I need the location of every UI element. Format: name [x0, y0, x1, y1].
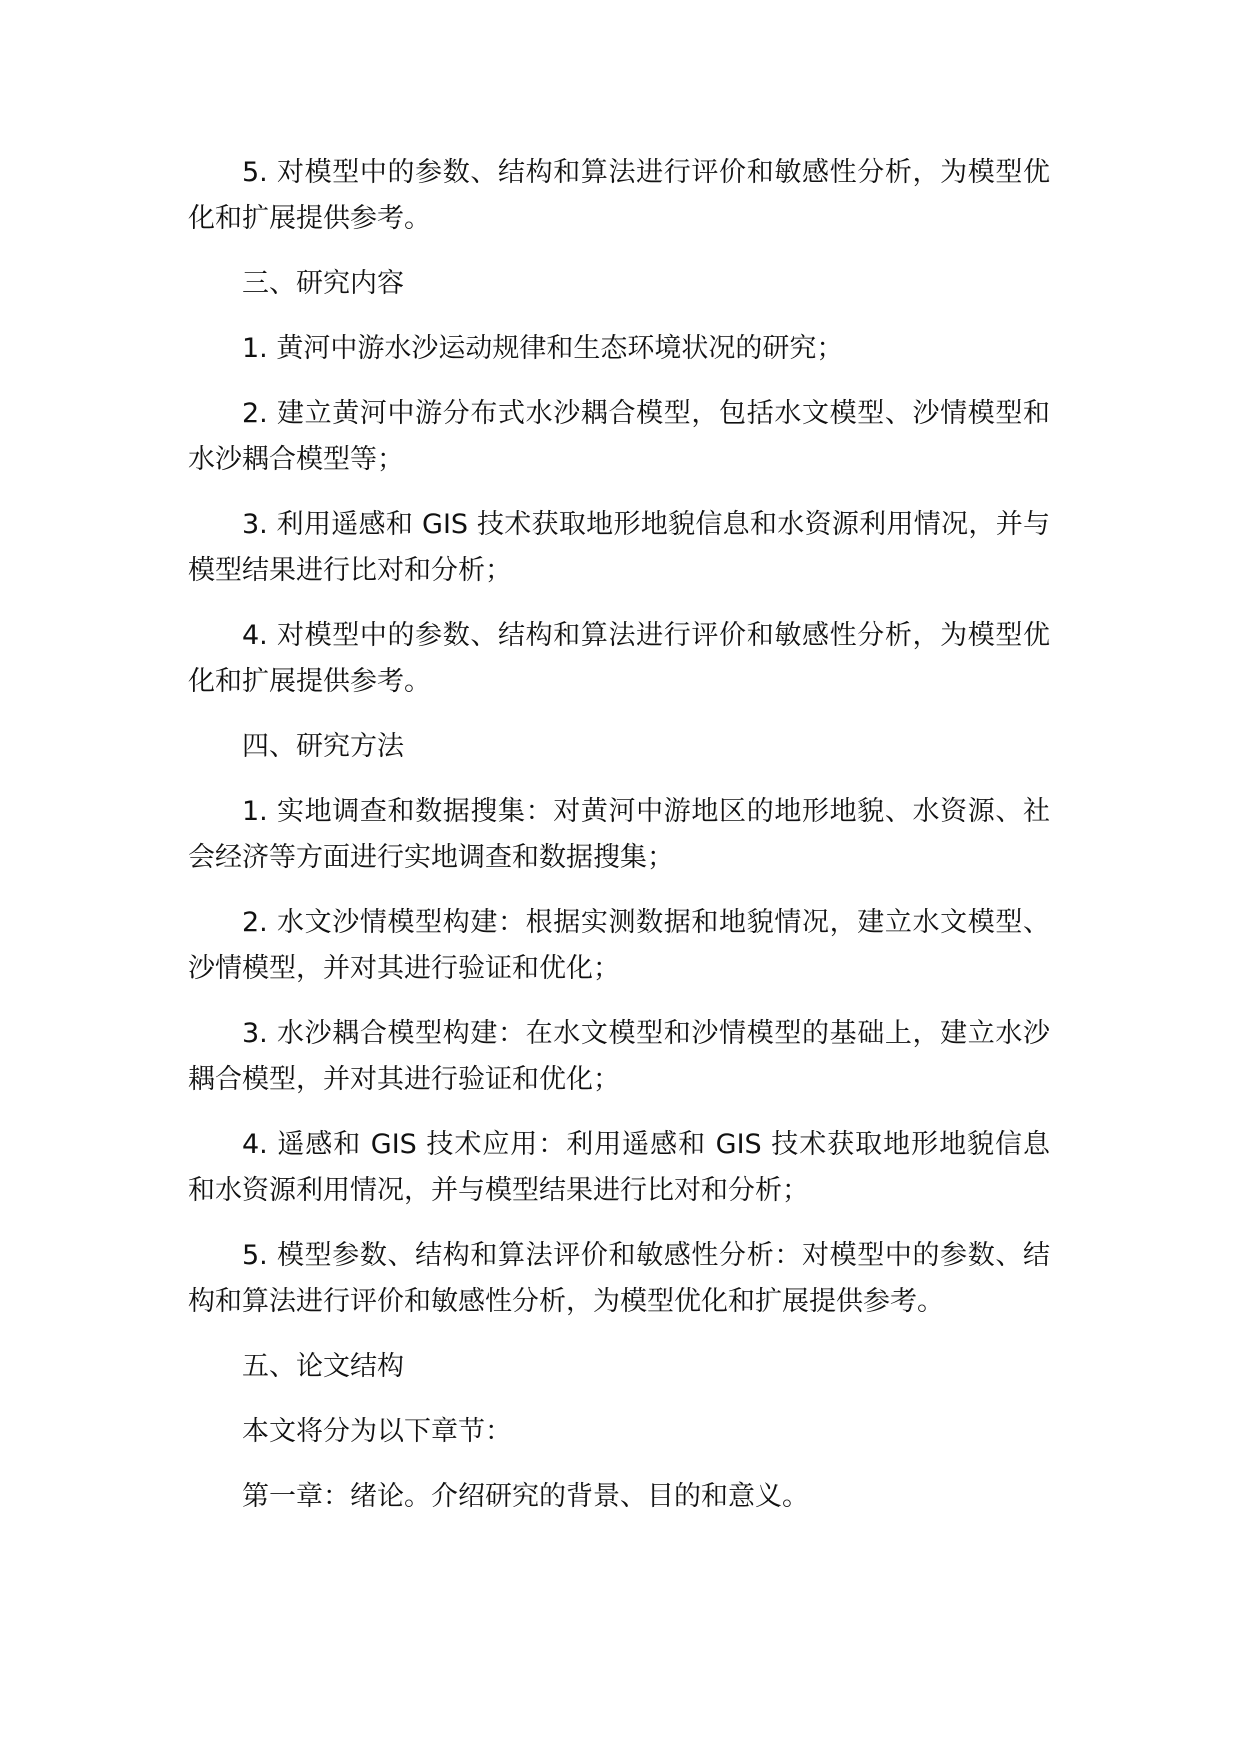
paragraph-method-1: 1. 实地调查和数据搜集：对黄河中游地区的地形地貌、水资源、社会经济等方面进行实地调查和数据搜集；	[188, 796, 1050, 873]
paragraph-method-4: 4. 遥感和 GIS 技术应用：利用遥感和 GIS 技术获取地形地貌信息和水资源利用情况，并与模型结果进行比对和分析；	[188, 1129, 1050, 1206]
paragraph-chapters-intro: 本文将分为以下章节：	[242, 1416, 512, 1447]
paragraph-content-4: 4. 对模型中的参数、结构和算法进行评价和敏感性分析，为模型优化和扩展提供参考。	[188, 620, 1050, 697]
paragraph-content-1: 1. 黄河中游水沙运动规律和生态环境状况的研究；	[242, 333, 844, 364]
paragraph-method-2: 2. 水文沙情模型构建：根据实测数据和地貌情况，建立水文模型、沙情模型，并对其进行验证和优化；	[188, 907, 1050, 984]
document-body	[188, 150, 1050, 1539]
paragraph-content-3: 3. 利用遥感和 GIS 技术获取地形地貌信息和水资源利用情况，并与模型结果进行比对和分析；	[188, 509, 1050, 586]
section-heading-research-content: 三、研究内容	[242, 268, 404, 299]
paragraph-method-3: 3. 水沙耦合模型构建：在水文模型和沙情模型的基础上，建立水沙耦合模型，并对其进行验证和优化；	[188, 1018, 1050, 1095]
section-heading-thesis-structure: 五、论文结构	[242, 1351, 404, 1382]
section-heading-research-methods: 四、研究方法	[242, 731, 404, 762]
paragraph-method-5: 5. 模型参数、结构和算法评价和敏感性分析：对模型中的参数、结构和算法进行评价和敏感性分析，为模型优化和扩展提供参考。	[188, 1240, 1050, 1317]
paragraph-content-2: 2. 建立黄河中游分布式水沙耦合模型，包括水文模型、沙情模型和水沙耦合模型等；	[188, 398, 1050, 475]
paragraph-objective-5: 5. 对模型中的参数、结构和算法进行评价和敏感性分析，为模型优化和扩展提供参考。	[188, 157, 1050, 234]
paragraph-chapter-1: 第一章：绪论。介绍研究的背景、目的和意义。	[242, 1481, 809, 1512]
